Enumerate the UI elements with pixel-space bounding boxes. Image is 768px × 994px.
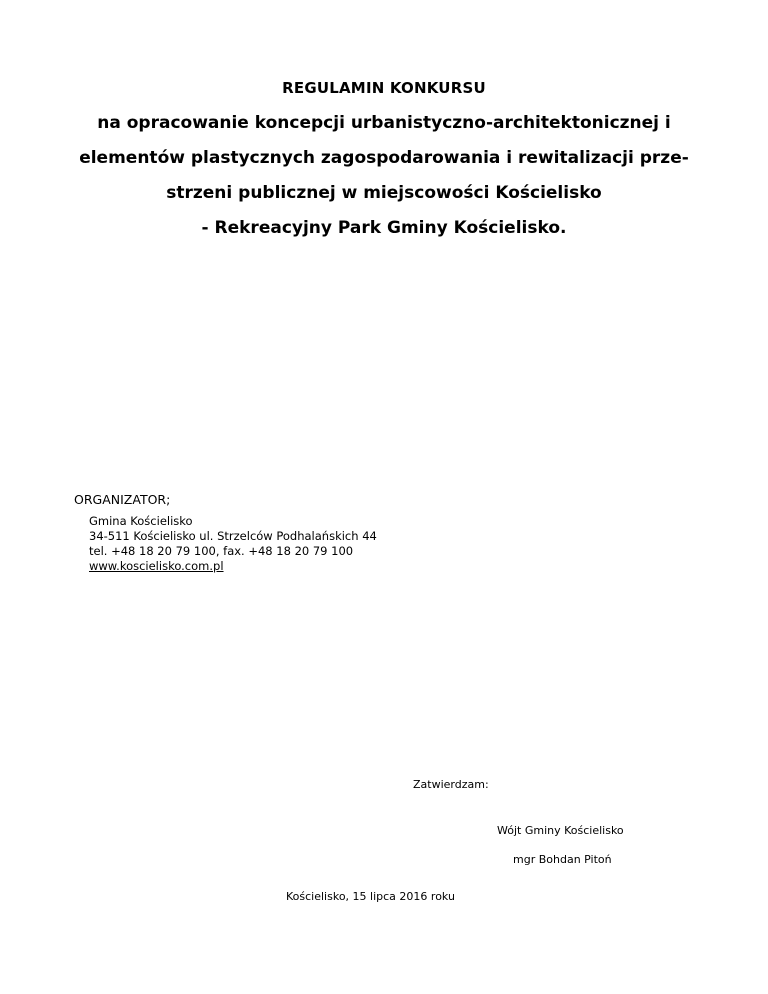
organizer-address: 34-511 Kościelisko ul. Strzelców Podhalańskich 44 [89, 529, 377, 543]
approval-label: Zatwierdzam: [413, 778, 489, 791]
subtitle-line-4: - Rekreacyjny Park Gminy Kościelisko. [201, 218, 567, 238]
organizer-website-link[interactable]: www.koscielisko.com.pl [89, 559, 224, 573]
subtitle-line-2: elementów plastycznych zagospodarowania i rewitalizacji prze- [79, 148, 689, 168]
subtitle-line-3: strzeni publicznej w miejscowości Kościelisko [166, 183, 602, 203]
official-title: Wójt Gminy Kościelisko [497, 824, 624, 837]
organizer-contact: tel. +48 18 20 79 100, fax. +48 18 20 79 100 [89, 544, 354, 558]
official-name: mgr Bohdan Pitoń [513, 853, 612, 866]
organizer-details [89, 514, 377, 574]
document-title: REGULAMIN KONKURSU [282, 79, 486, 97]
organizer-name: Gmina Kościelisko [89, 514, 193, 528]
subtitle-line-1: na opracowanie koncepcji urbanistyczno-architektonicznej i [97, 113, 671, 133]
place-date: Kościelisko, 15 lipca 2016 roku [286, 890, 455, 903]
organizer-label: ORGANIZATOR; [74, 492, 171, 507]
